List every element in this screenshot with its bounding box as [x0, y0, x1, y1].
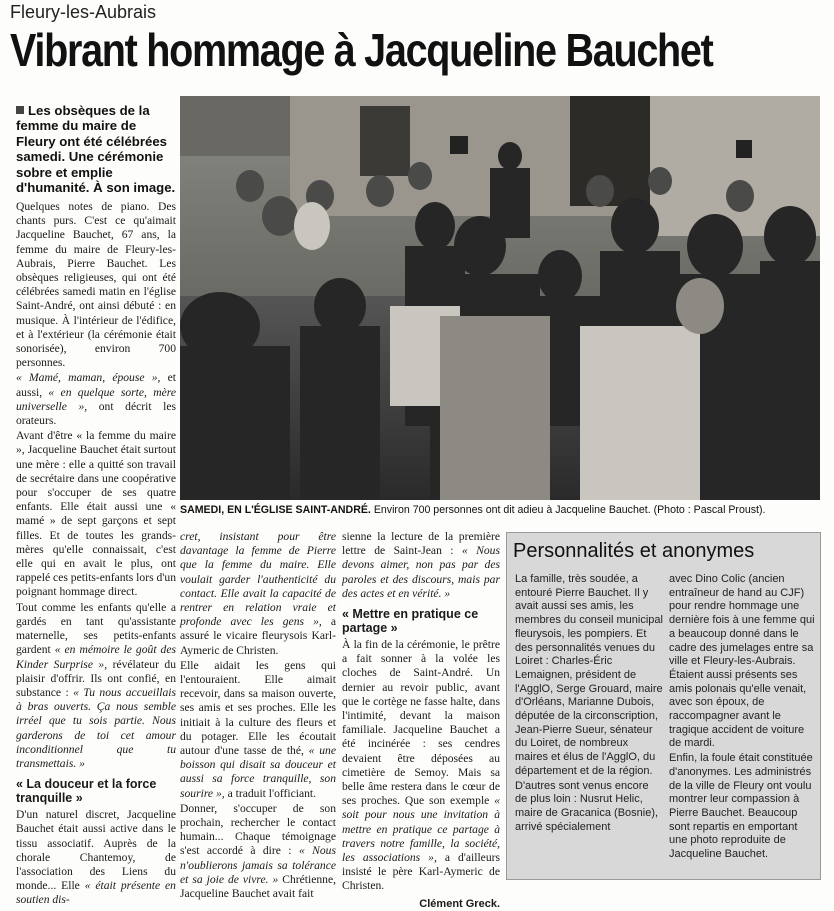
- quote: « soit pour nous une invitation à mettre en pratique ce partage à travers notre famille, la société, les associations »,: [342, 794, 500, 865]
- paragraph: [16, 601, 176, 771]
- text-run: a traduit l'officiant.: [227, 786, 317, 800]
- paragraph: Quelques notes de piano. Des chants purs. C'est ce qu'aimait Jacqueline Bauchet, 67 ans, la femme du maire de Fleury-les-Aubrais, Pierre Bauchet. Les obsèques religieuses, qui ont été célébrées samedi matin en l'église Saint-André, ont ainsi débuté : en musique. À l'intérieur de l'édifice, et à l'extérieur (la cérémonie était sonorisée), environ 700 personnes.: [16, 200, 176, 370]
- quote: « Mamé, maman, épouse »,: [16, 371, 161, 385]
- caption-bold: SAMEDI, EN L'ÉGLISE SAINT-ANDRÉ.: [180, 504, 371, 516]
- article-headline: Vibrant hommage à Jacqueline Bauchet: [10, 24, 713, 76]
- sidebar-column-1: [515, 573, 663, 875]
- article-column-2: [180, 530, 336, 901]
- text-run: révélateur du plaisir d'offrir. Ils ont confié, en substance :: [16, 657, 176, 699]
- text-run: a d'ailleurs insisté le père Karl-Aymeric de Christen.: [342, 851, 500, 893]
- paragraph: [342, 530, 500, 601]
- paragraph: [180, 802, 336, 901]
- sidebar-column-2: [669, 573, 815, 875]
- quote: « Nous n'oublierons jamais sa tolérance et sa joie de vivre. »: [180, 844, 336, 886]
- text-run: ont décrit les orateurs.: [16, 399, 176, 428]
- bullet-square-icon: [16, 106, 24, 114]
- text-run: Donner, s'occuper de son prochain, rechercher le contact humain... Chaque témoignage s'est accordé à dire :: [180, 801, 336, 858]
- paragraph: [16, 808, 176, 907]
- text-run: À la fin de la cérémonie, le prêtre a fait sonner à la volée les cloches de Saint-André. Un dernier au revoir public, avant que le cortège ne fasse halte, dans l'intimité, devant la maison familiale. Jacqueline Bauchet a été incinérée : ses cendres devaient être déposées au cimetière de Semoy. Mais sa belle âme restera dans le cœur de ses proches. Que son exemple: [342, 638, 500, 808]
- article-column-1: [16, 200, 177, 907]
- quote: « Tu nous accueillais à bras ouverts. Ça nous semble irréel que tu sois partie. Nous garderons de toi cet amour inconditionnel que tu transmettais. »: [16, 685, 176, 770]
- quote: « en mémoire le goût des Kinder Surprise »,: [16, 643, 176, 671]
- crowd-photo-illustration: [180, 96, 820, 500]
- section-subhead: « Mettre en pratique ce partage »: [342, 607, 479, 636]
- paragraph: [16, 371, 176, 428]
- quote: « en quelque sorte, mère universelle »,: [16, 385, 176, 413]
- text-run: sienne la lecture de la première lettre de Saint-Jean :: [342, 530, 500, 558]
- paragraph: La famille, très soudée, a entouré Pierre Bauchet. Il y avait aussi ses amis, les membres du conseil municipal fleurysois, les pompiers. Et des personnalités venues du Loiret : Charles-Éric Lemaignen, président de l'AgglO, Serge Grouard, maire d'Orléans, Marianne Dubois, députée de la circonscription, Jean-Pierre Sueur, sénateur du Loiret, de nombreux maires et élus de l'AgglO, du département et de la région.: [515, 573, 663, 777]
- quote: cret, insistant pour être davantage la femme de Pierre que la femme du maire. Elle voulait garder l'authenticité du contact. Elle avait la capacité de rentrer en relation vraie et profonde avec les gens »,: [180, 530, 336, 629]
- text-run: Chrétienne, Jacqueline Bauchet avait fait: [180, 872, 336, 901]
- sidebar-box: [506, 532, 821, 880]
- paragraph: Avant d'être « la femme du maire », Jacqueline Bauchet était surtout une mère : elle a quitté son travail de secrétaire dans une coopérative pour s'occuper de ses quatre enfants. Elle était aussi une « mamé » de sept garçons et sept filles. Et de toutes les grands-mères qu'elle connaissait, c'est elle qui en avait le plus, ont rappelé ces petits-enfants lors d'un poignant hommage direct.: [16, 429, 176, 599]
- paragraph: avec Dino Colic (ancien entraîneur de hand au CJF) pour rendre hommage une dernière fois à une femme qui a beaucoup donné dans le cadre des jumelages entre sa ville et Fleury-les-Aubrais. Étaient aussi présents ses amis polonais qu'elle venait, avec son époux, de raccompagner avant le tragique accident de voiture de mardi.: [669, 573, 815, 750]
- text-run: Tout comme les enfants qu'elle a gardés en tant qu'assistante maternelle, ses petits-enfants gardent: [16, 600, 176, 657]
- text-run: et aussi,: [16, 371, 177, 399]
- quote: « une boisson qui disait sa douceur et aussi sa force tranquille, son sourire »,: [180, 744, 336, 800]
- article-kicker: Fleury-les-Aubrais: [10, 2, 157, 22]
- paragraph: D'autres sont venus encore de plus loin : Nusrut Helic, maire de Gracanica (Bosnie), arrivé spécialement: [515, 779, 659, 833]
- sidebar-title: Personnalités et anonymes: [513, 540, 755, 562]
- text-run: D'un naturel discret, Jacqueline Bauchet était aussi active dans le tissu associatif. Auprès de la chorale Chantemoy, de l'association des Liens du monde... Elle: [16, 808, 176, 893]
- text-run: Elle aidait les gens qui l'entouraient. Elle aimait recevoir, dans sa maison ouverte, ses amis et ses proches. Elle les initiait à la culture des fleurs et du potager. Elle les écoutait autour d'une tasse de thé,: [180, 658, 336, 758]
- crowd-photo: [180, 96, 820, 500]
- caption-text: Environ 700 personnes ont dit adieu à Jacqueline Bauchet. (Photo : Pascal Proust).: [373, 504, 766, 516]
- lead-text: Les obsèques de la femme du maire de Fleury ont été célébrées samedi. Une cérémonie sobre et emplie d'humanité. À son image.: [16, 103, 176, 196]
- quote: « était présente en soutien dis-: [16, 879, 176, 907]
- author-byline: Clément Greck.: [419, 897, 500, 910]
- article-lead: [16, 103, 176, 195]
- paragraph: Enfin, la foule était constituée d'anonymes. Les administrés de la ville de Fleury ont voulu montrer leur compassion à Pierre Bauchet. Beaucoup sont repartis en emportant une photo reproduite de Jacqueline Bauchet.: [669, 752, 813, 861]
- quote: « Nous devons aimer, non pas par des paroles et des discours, mais par des actes et en vérité. »: [342, 544, 500, 600]
- section-subhead: « La douceur et la force tranquille »: [16, 777, 157, 806]
- article-column-3: [342, 530, 500, 910]
- text-run: a assuré le vicaire fleurysois Karl-Aymeric de Christen.: [180, 615, 336, 657]
- paragraph: [180, 530, 336, 658]
- paragraph: [342, 638, 500, 894]
- paragraph: [180, 659, 336, 801]
- photo-caption: [180, 504, 820, 517]
